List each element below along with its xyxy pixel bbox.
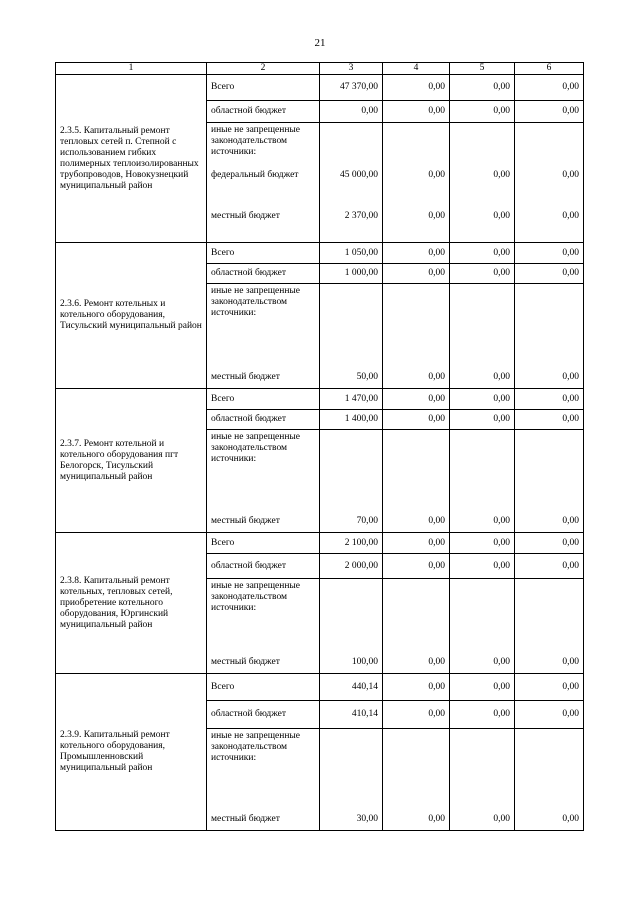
value-cell: 0,00	[383, 789, 450, 831]
funding-source: местный бюджет	[207, 490, 320, 533]
funding-source: иные не запрещенные законодательством источники:	[207, 123, 320, 161]
value-cell: 0,00	[515, 701, 584, 729]
value-cell: 0,00	[515, 674, 584, 701]
value-cell: 0,00	[515, 410, 584, 430]
measure-name: 2.3.6. Ремонт котельных и котельного оборудования, Тисульский муниципальный район	[56, 243, 207, 389]
value-cell: 0,00	[515, 533, 584, 554]
funding-source: Всего	[207, 389, 320, 410]
value-cell: 0,00	[450, 701, 515, 729]
value-cell: 1 470,00	[320, 389, 383, 410]
value-cell: 0,00	[383, 490, 450, 533]
column-header: 5	[450, 63, 515, 75]
funding-source: местный бюджет	[207, 634, 320, 674]
value-cell	[320, 729, 383, 789]
value-cell: 0,00	[383, 264, 450, 284]
funding-source: областной бюджет	[207, 554, 320, 579]
funding-source: иные не запрещенные законодательством источники:	[207, 430, 320, 490]
value-cell: 0,00	[515, 490, 584, 533]
value-cell: 0,00	[450, 243, 515, 264]
value-cell: 0,00	[383, 554, 450, 579]
table-row	[56, 75, 584, 101]
column-header: 3	[320, 63, 383, 75]
table-row	[56, 533, 584, 554]
budget-table	[55, 62, 584, 831]
value-cell	[450, 284, 515, 344]
column-header: 6	[515, 63, 584, 75]
value-cell: 410,14	[320, 701, 383, 729]
value-cell	[515, 579, 584, 634]
value-cell: 0,00	[450, 789, 515, 831]
value-cell	[515, 430, 584, 490]
value-cell: 0,00	[383, 243, 450, 264]
value-cell: 0,00	[450, 161, 515, 191]
value-cell: 100,00	[320, 634, 383, 674]
value-cell: 0,00	[383, 75, 450, 101]
value-cell	[383, 579, 450, 634]
value-cell: 0,00	[383, 634, 450, 674]
column-header: 2	[207, 63, 320, 75]
value-cell: 2 100,00	[320, 533, 383, 554]
value-cell: 0,00	[450, 490, 515, 533]
value-cell: 0,00	[450, 75, 515, 101]
value-cell: 2 370,00	[320, 191, 383, 243]
funding-source: местный бюджет	[207, 789, 320, 831]
value-cell: 0,00	[450, 674, 515, 701]
value-cell	[383, 729, 450, 789]
funding-source: иные не запрещенные законодательством источники:	[207, 284, 320, 344]
column-header: 1	[56, 63, 207, 75]
value-cell: 0,00	[515, 389, 584, 410]
value-cell	[383, 123, 450, 161]
value-cell: 2 000,00	[320, 554, 383, 579]
value-cell: 0,00	[383, 161, 450, 191]
value-cell: 440,14	[320, 674, 383, 701]
value-cell: 0,00	[515, 789, 584, 831]
value-cell: 0,00	[383, 389, 450, 410]
table-row	[56, 243, 584, 264]
value-cell	[320, 284, 383, 344]
value-cell: 0,00	[383, 410, 450, 430]
value-cell	[450, 430, 515, 490]
value-cell: 1 050,00	[320, 243, 383, 264]
measure-name: 2.3.5. Капитальный ремонт тепловых сетей п. Степной с использованием гибких полимерных теплоизолированных трубопроводов, Новокузнецкий муниципальный район	[56, 75, 207, 243]
funding-source: федеральный бюджет	[207, 161, 320, 191]
value-cell: 45 000,00	[320, 161, 383, 191]
measure-name: 2.3.9. Капитальный ремонт котельного оборудования, Промышленновский муниципальный район	[56, 674, 207, 831]
value-cell	[515, 729, 584, 789]
value-cell: 0,00	[450, 410, 515, 430]
value-cell: 0,00	[515, 554, 584, 579]
value-cell: 0,00	[515, 243, 584, 264]
value-cell	[515, 284, 584, 344]
measure-name: 2.3.7. Ремонт котельной и котельного оборудования пгт Белогорск, Тисульский муниципальный район	[56, 389, 207, 533]
value-cell: 0,00	[450, 191, 515, 243]
funding-source: местный бюджет	[207, 344, 320, 389]
value-cell: 0,00	[383, 701, 450, 729]
value-cell: 0,00	[450, 344, 515, 389]
value-cell: 0,00	[450, 264, 515, 284]
value-cell: 50,00	[320, 344, 383, 389]
value-cell	[450, 579, 515, 634]
value-cell: 1 400,00	[320, 410, 383, 430]
value-cell	[515, 123, 584, 161]
value-cell: 0,00	[450, 533, 515, 554]
table-row	[56, 674, 584, 701]
funding-source: Всего	[207, 674, 320, 701]
value-cell: 0,00	[515, 161, 584, 191]
value-cell	[383, 284, 450, 344]
value-cell: 0,00	[383, 191, 450, 243]
page-number: 21	[314, 37, 326, 49]
value-cell: 0,00	[515, 264, 584, 284]
value-cell: 0,00	[515, 101, 584, 123]
value-cell: 0,00	[383, 344, 450, 389]
funding-source: областной бюджет	[207, 264, 320, 284]
value-cell: 0,00	[515, 75, 584, 101]
value-cell	[320, 123, 383, 161]
funding-source: иные не запрещенные законодательством источники:	[207, 729, 320, 789]
value-cell: 0,00	[450, 389, 515, 410]
funding-source: Всего	[207, 75, 320, 101]
column-header: 4	[383, 63, 450, 75]
funding-source: областной бюджет	[207, 701, 320, 729]
funding-source: областной бюджет	[207, 410, 320, 430]
value-cell: 0,00	[450, 634, 515, 674]
value-cell: 1 000,00	[320, 264, 383, 284]
value-cell: 0,00	[320, 101, 383, 123]
funding-source: областной бюджет	[207, 101, 320, 123]
funding-source: Всего	[207, 533, 320, 554]
value-cell	[320, 579, 383, 634]
value-cell: 0,00	[383, 533, 450, 554]
value-cell: 0,00	[450, 554, 515, 579]
table-row	[56, 389, 584, 410]
value-cell	[450, 729, 515, 789]
value-cell: 47 370,00	[320, 75, 383, 101]
value-cell: 70,00	[320, 490, 383, 533]
value-cell: 0,00	[515, 344, 584, 389]
value-cell: 30,00	[320, 789, 383, 831]
column-number-row	[56, 63, 584, 75]
value-cell: 0,00	[515, 634, 584, 674]
value-cell	[383, 430, 450, 490]
funding-source: местный бюджет	[207, 191, 320, 243]
value-cell: 0,00	[383, 674, 450, 701]
value-cell: 0,00	[383, 101, 450, 123]
value-cell	[450, 123, 515, 161]
value-cell: 0,00	[515, 191, 584, 243]
funding-source: иные не запрещенные законодательством источники:	[207, 579, 320, 634]
measure-name: 2.3.8. Капитальный ремонт котельных, тепловых сетей, приобретение котельного оборудования, Юргинский муниципальный район	[56, 533, 207, 674]
value-cell	[320, 430, 383, 490]
value-cell: 0,00	[450, 101, 515, 123]
funding-source: Всего	[207, 243, 320, 264]
